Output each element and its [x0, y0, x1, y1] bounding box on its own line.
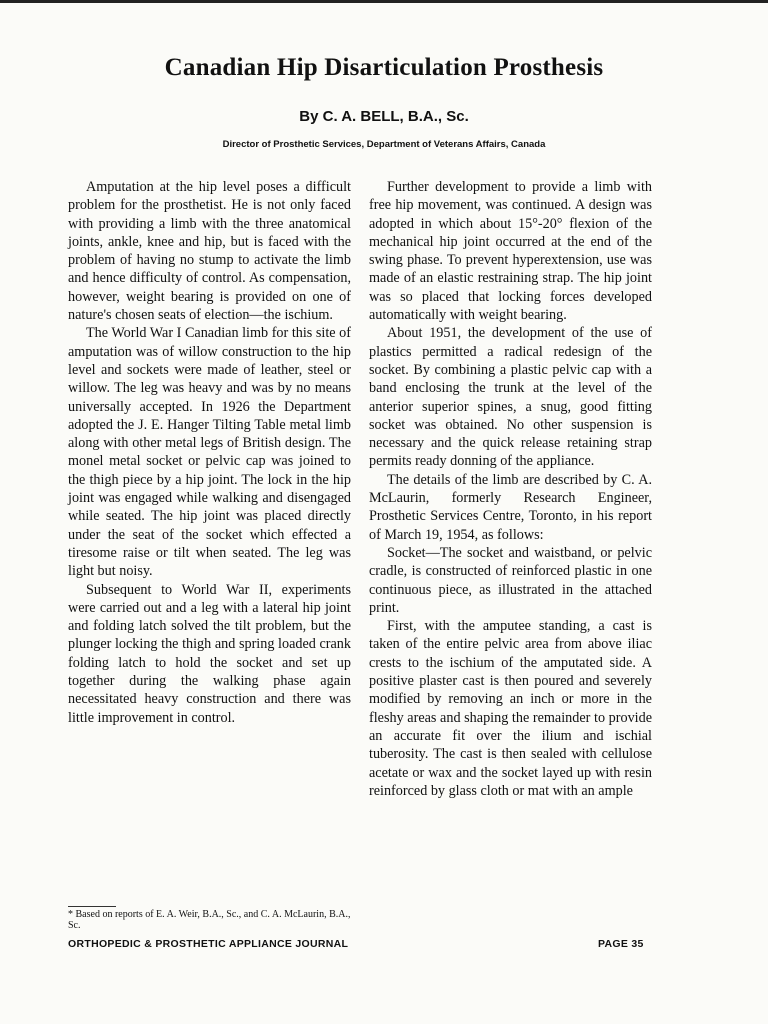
author-affiliation: Director of Prosthetic Services, Department of Veterans Affairs, Canada: [222, 139, 546, 150]
paragraph: The World War I Canadian limb for this site of amputation was of willow construction to the hip level and sockets were made of leather, steel or willow. The leg was heavy and was by no means universally accepted. In 1926 the Department adopted the J. E. Hanger Tilting Table metal limb along with other metal legs of British design. The monel metal socket or pelvic cap was joined to the thigh piece by a hip joint. The lock in the hip joint was engaged while walking and disengaged while seated. The hip joint was placed directly under the seat of the socket which effected a tiresome raise or tilt when seated. The leg was light but noisy.: [68, 325, 351, 580]
paragraph: About 1951, the development of the use of plastics permitted a radical redesign of the socket. By combining a plastic pelvic cap with a band enclosing the trunk at the level of the anterior superior spines, a snug, good fitting socket was obtained. No other suspension is necessary and the quick release retaining strap permits ready donning of the appliance.: [369, 325, 652, 470]
paragraph: Amputation at the hip level poses a difficult problem for the prosthetist. He is not only faced with providing a limb with the three anatomical joints, ankle, knee and hip, but is faced with the problem of having no stump to activate the limb and hence difficulty of control. As compensation, however, weight bearing is provided on one of nature's chosen seats of election—the ischium.: [68, 179, 351, 324]
paragraph: Subsequent to World War II, experiments were carried out and a leg with a lateral hip joint and folding latch solved the tilt problem, but the plunger locking the thigh and spring loaded crank folding latch to hold the socket and set up together during the walking phase again necessitated heavy construction and there was little improvement in control.: [68, 581, 351, 726]
paragraph: The details of the limb are described by C. A. McLaurin, formerly Research Engineer, Prosthetic Services Centre, Toronto, in his report of March 19, 1954, as follows:: [369, 471, 652, 543]
left-column: [68, 178, 351, 727]
paragraph: First, with the amputee standing, a cast is taken of the entire pelvic area from above iliac crests to the ischium of the amputated side. A positive plaster cast is then poured and severely modified by removing an inch or more in the fleshy areas and shaping the remainder to provide an accurate fit over the ilium and ischial tuberosity. The cast is then sealed with cellulose acetate or wax and the socket layed up with resin reinforced by glass cloth or mat with an ample: [369, 618, 652, 799]
footnote-rule: [68, 906, 116, 907]
author-byline: By C. A. BELL, B.A., Sc.: [299, 108, 469, 125]
page-number: PAGE 35: [598, 938, 644, 950]
footnote: * Based on reports of E. A. Weir, B.A., Sc., and C. A. McLaurin, B.A., Sc.: [68, 909, 351, 931]
article-title: Canadian Hip Disarticulation Prosthesis: [164, 54, 604, 81]
journal-name: ORTHOPEDIC & PROSTHETIC APPLIANCE JOURNAL: [68, 938, 349, 950]
paragraph: Socket—The socket and waistband, or pelvic cradle, is constructed of reinforced plastic in one continuous piece, as illustrated in the attached print.: [369, 544, 652, 616]
top-rule: [0, 0, 768, 3]
right-column: [369, 178, 652, 800]
paragraph: Further development to provide a limb with free hip movement, was continued. A design was adopted in which about 15°-20° flexion of the mechanical hip joint occurred at the end of the swing phase. To prevent hyperextension, use was made of an elastic restraining strap. The hip joint was so placed that locking forces developed automatically with weight bearing.: [369, 179, 652, 324]
